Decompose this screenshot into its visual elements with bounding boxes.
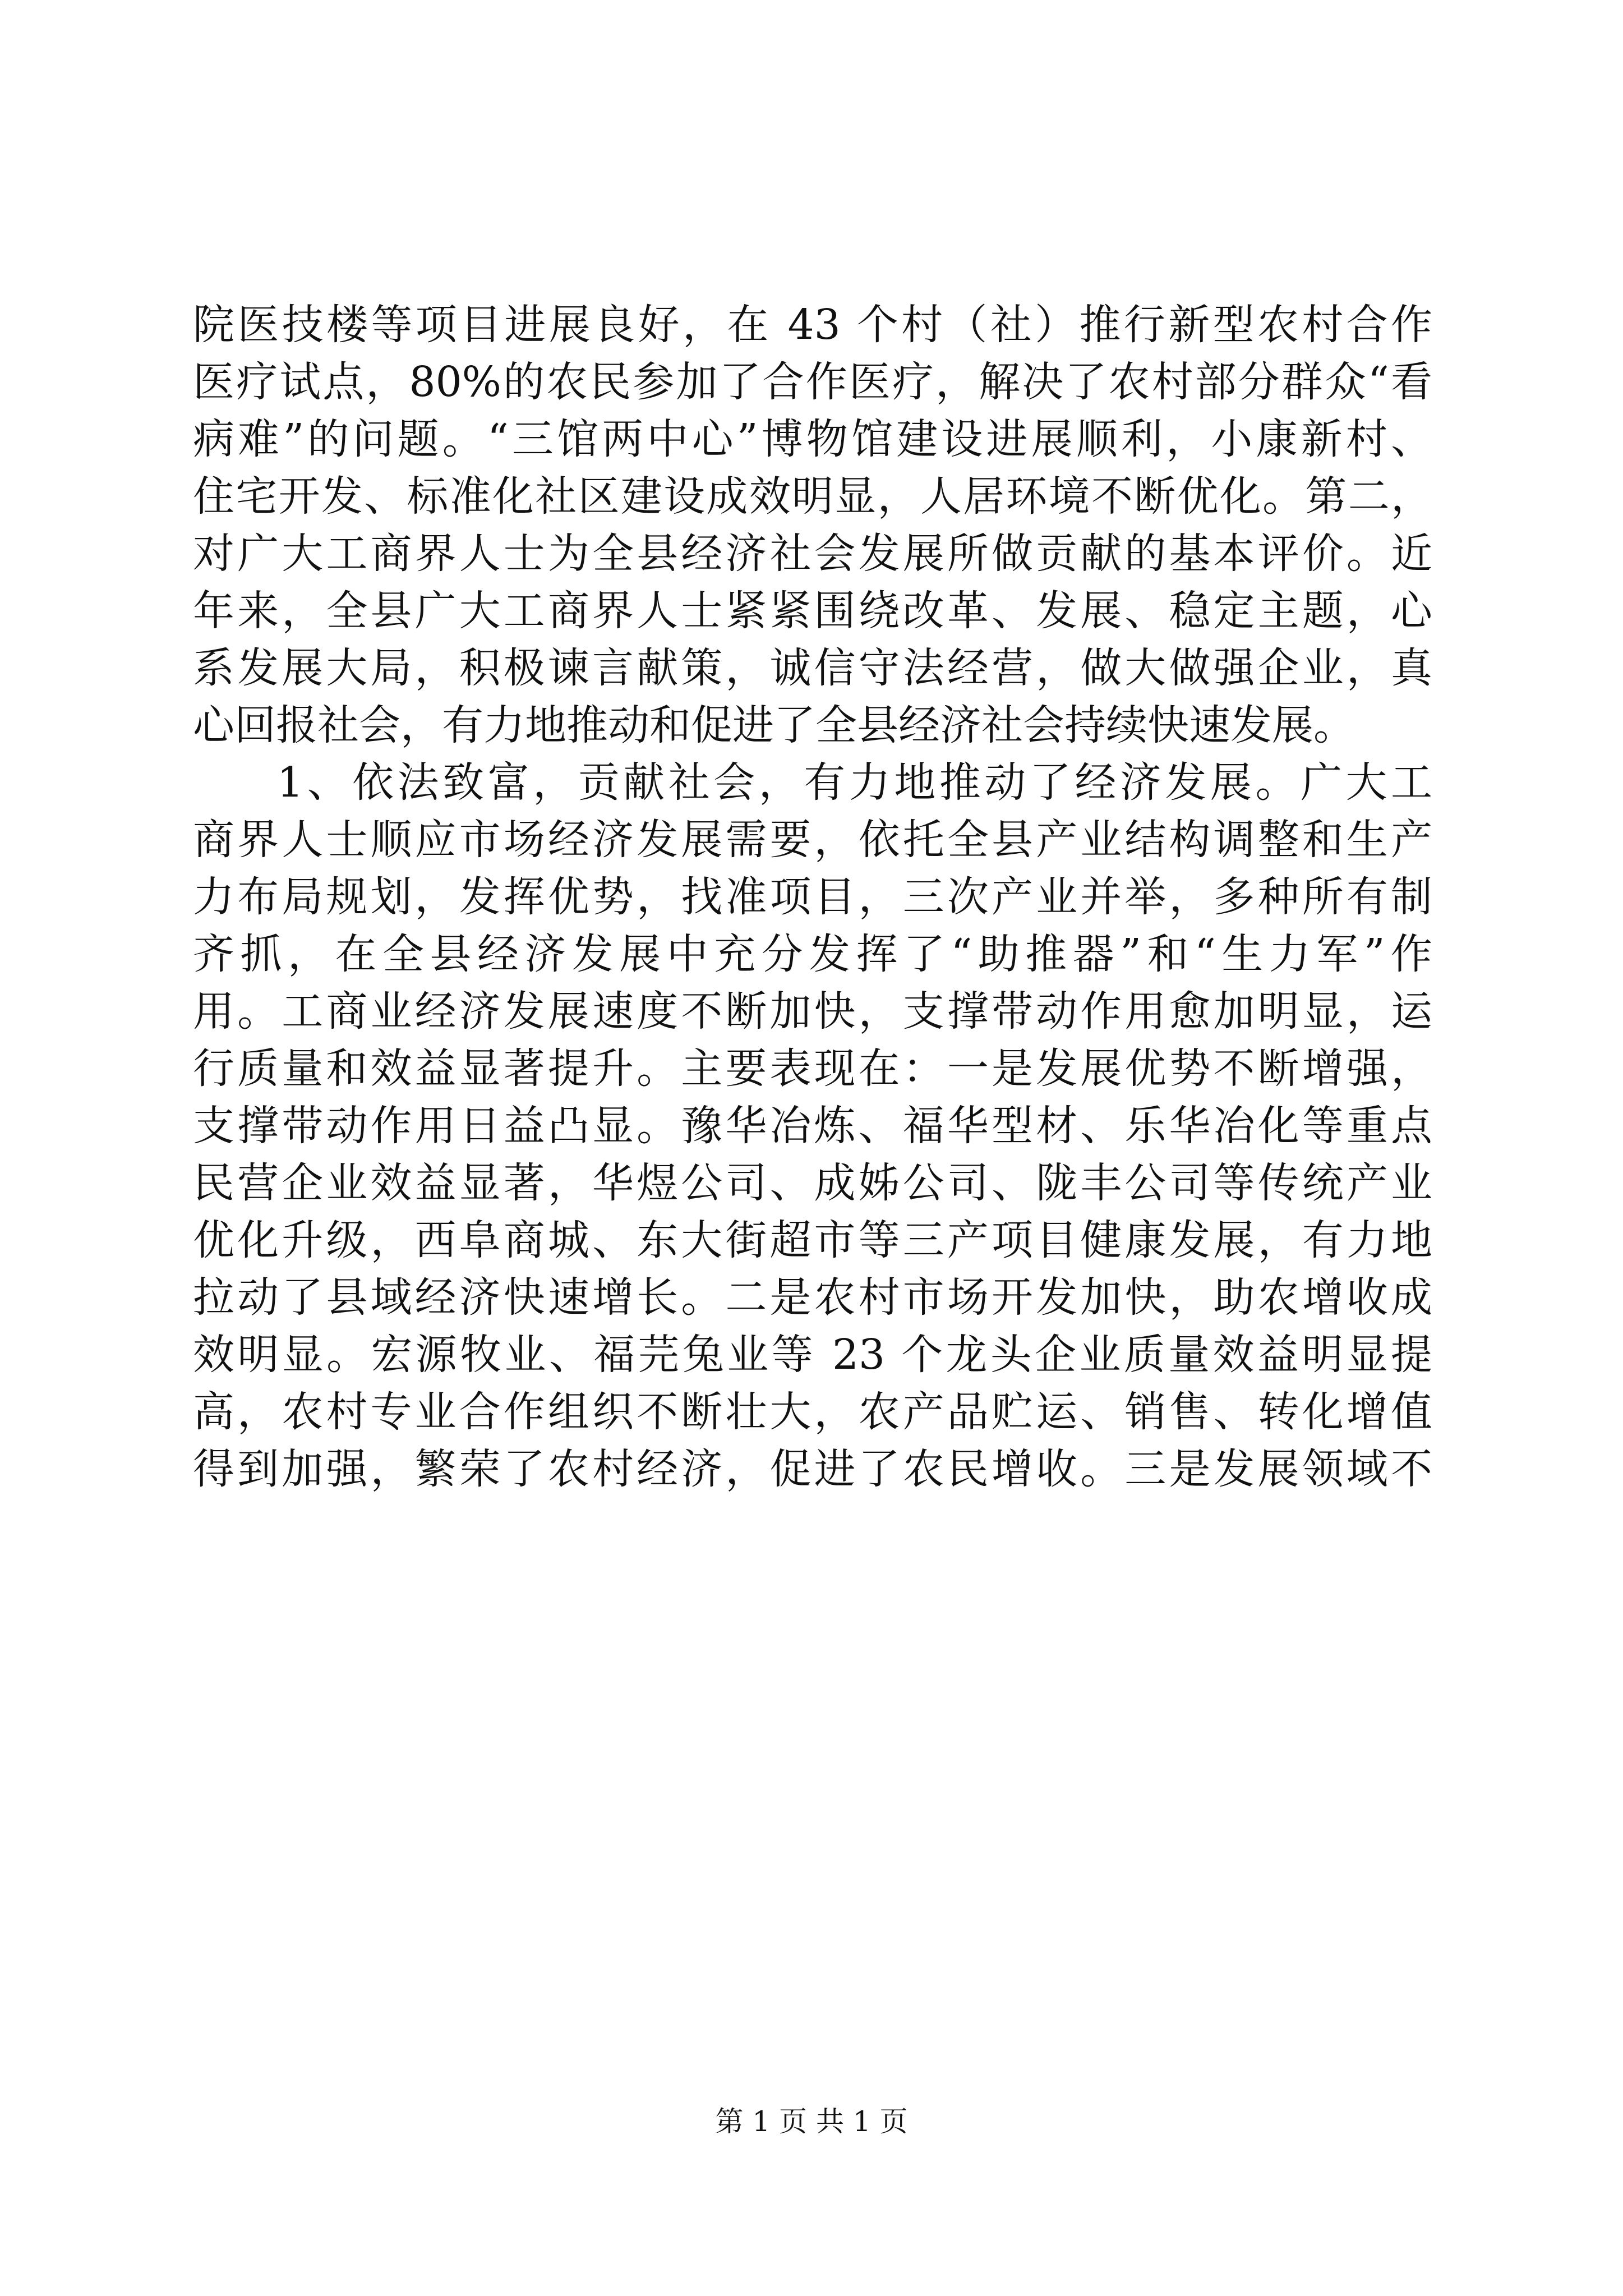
text-line: 高，农村专业合作组织不断壮大，农产品贮运、销售、转化增值 bbox=[193, 1388, 1432, 1436]
text-line: 系发展大局，积极谏言献策，诚信守法经营，做大做强企业，真 bbox=[193, 644, 1432, 692]
paragraph-first-line: 1、依法致富，贡献社会，有力地推动了经济发展。广大工 bbox=[277, 758, 1432, 807]
document-body bbox=[193, 296, 1432, 1498]
text-line: 病难”的问题。“三馆两中心”博物馆建设进展顺利，小康新村、 bbox=[193, 415, 1432, 463]
text-line: 得到加强，繁荣了农村经济，促进了农民增收。三是发展领域不 bbox=[193, 1445, 1432, 1493]
text-line: 支撑带动作用日益凸显。豫华冶炼、福华型材、乐华冶化等重点 bbox=[193, 1102, 1432, 1150]
text-line: 力布局规划，发挥优势，找准项目，三次产业并举，多种所有制 bbox=[193, 873, 1432, 921]
text-line: 用。工商业经济发展速度不断加快，支撑带动作用愈加明显，运 bbox=[193, 987, 1432, 1036]
text-line: 拉动了县域经济快速增长。二是农村市场开发加快，助农增收成 bbox=[193, 1273, 1432, 1322]
text-line: 院医技楼等项目进展良好，在 43 个村（社）推行新型农村合作 bbox=[193, 301, 1432, 349]
text-line: 心回报社会，有力地推动和促进了全县经济社会持续快速发展。 bbox=[193, 701, 1355, 749]
text-line: 医疗试点，80%的农民参加了合作医疗，解决了农村部分群众“看 bbox=[193, 358, 1432, 406]
page-footer bbox=[0, 2099, 1623, 2139]
text-line: 行质量和效益显著提升。主要表现在：一是发展优势不断增强， bbox=[193, 1045, 1432, 1093]
text-line: 商界人士顺应市场经济发展需要，依托全县产业结构调整和生产 bbox=[193, 816, 1432, 864]
text-line: 民营企业效益显著，华煜公司、成姊公司、陇丰公司等传统产业 bbox=[193, 1159, 1432, 1207]
text-line: 年来，全县广大工商界人士紧紧围绕改革、发展、稳定主题，心 bbox=[193, 587, 1432, 635]
text-line: 优化升级，西阜商城、东大街超市等三产项目健康发展，有力地 bbox=[193, 1216, 1432, 1264]
text-line: 对广大工商界人士为全县经济社会发展所做贡献的基本评价。近 bbox=[193, 530, 1432, 578]
text-line: 住宅开发、标准化社区建设成效明显，人居环境不断优化。第二， bbox=[193, 472, 1432, 521]
text-line: 齐抓，在全县经济发展中充分发挥了“助推器”和“生力军”作 bbox=[193, 930, 1432, 978]
text-line: 效明显。宏源牧业、福芫兔业等 23 个龙头企业质量效益明显提 bbox=[193, 1331, 1432, 1379]
page-number: 第 1 页 共 1 页 bbox=[715, 2105, 908, 2138]
